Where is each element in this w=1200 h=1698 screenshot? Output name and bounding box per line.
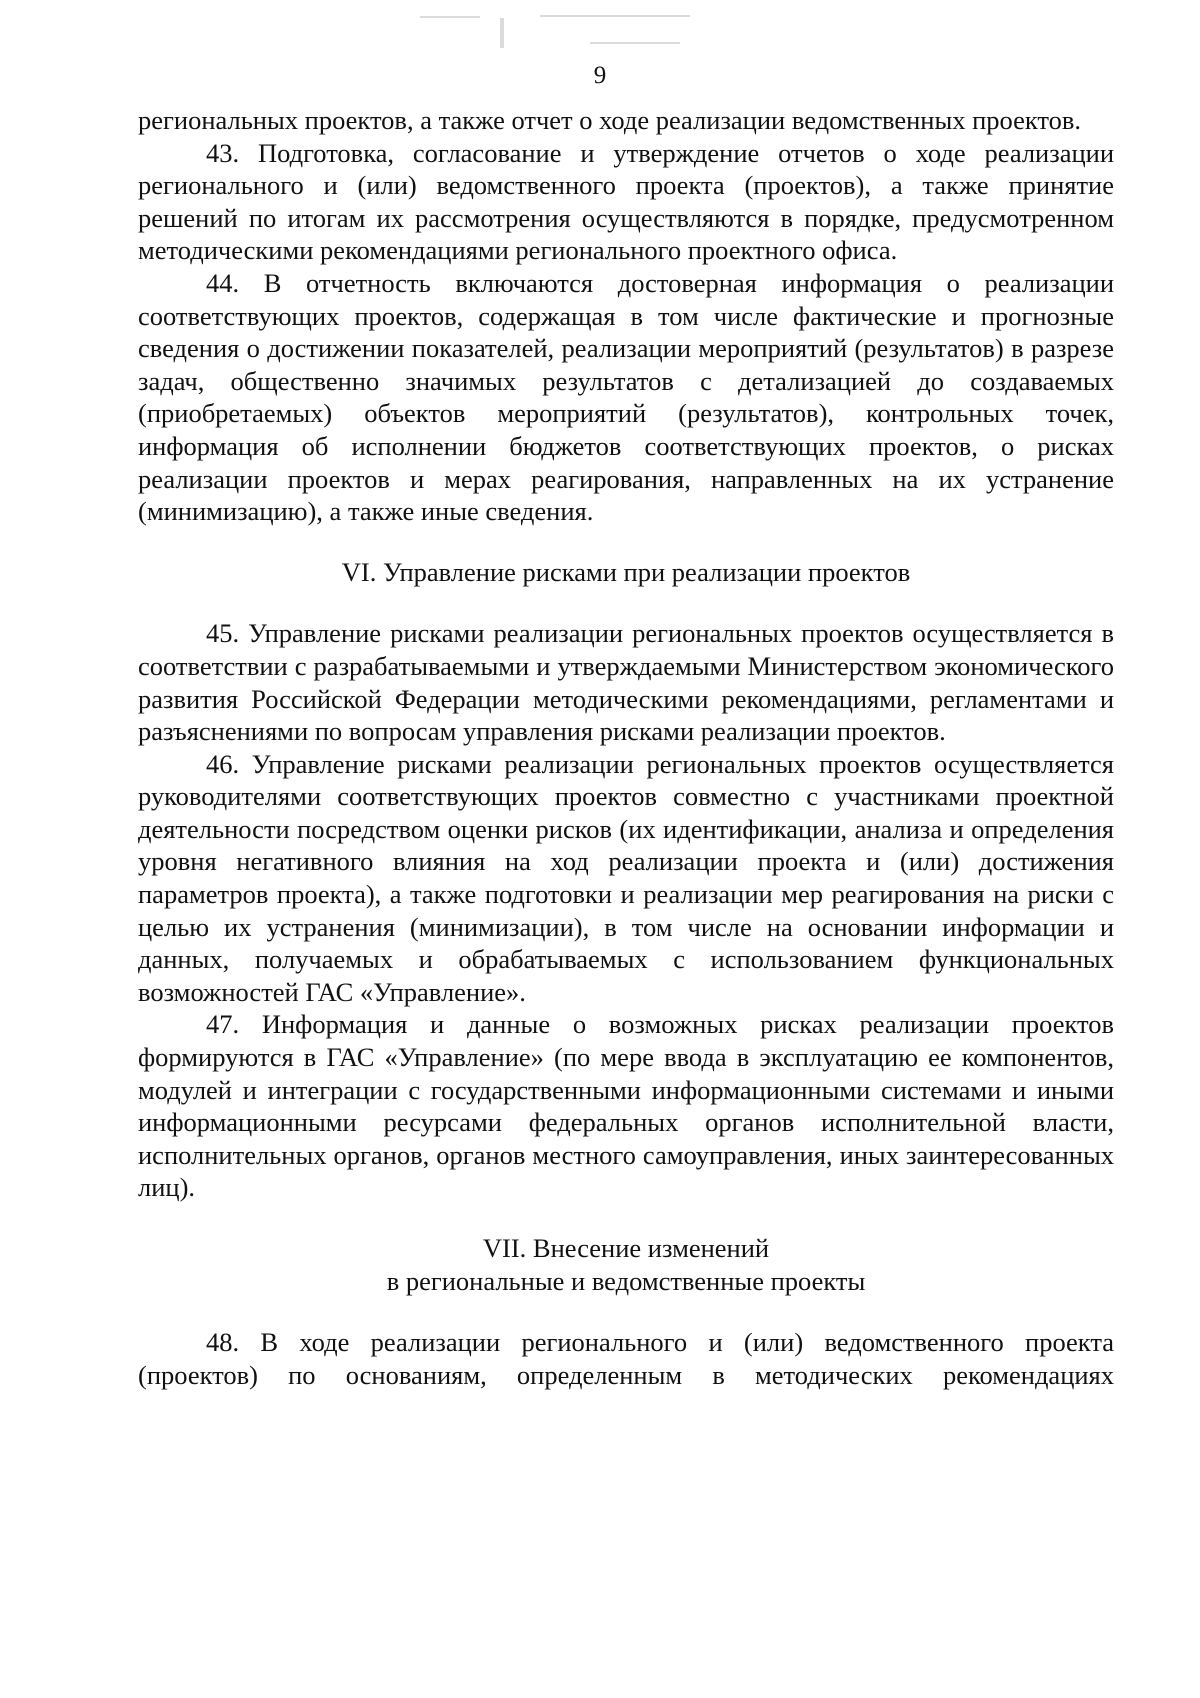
paragraph-item-48: 48. В ходе реализации регионального и (или) ведомственного проекта (проектов) по основаниям, определенным в методических рекомендациях [138,1327,1114,1390]
paragraph-item-46: 46. Управление рисками реализации региональных проектов осуществляется руководителями соответствующих проектов совместно с участниками проектной деятельности посредством оценки рисков (их идентификации, анализа и определения уровня негативного влияния на ход реализации проекта и (или) достижения параметров проекта), а также подготовки и реализации мер реагирования на риски с целью их устранения (минимизации), в том числе на основании информации и данных, получаемых и обрабатываемых с использованием функциональных возможностей ГАС «Управление». [138,748,1114,1007]
paragraph-item-47: 47. Информация и данные о возможных рисках реализации проектов формируются в ГАС «Управление» (по мере ввода в эксплуатацию ее компонентов, модулей и интеграции с государственными информационными системами и иными информационными ресурсами федеральных органов исполнительной власти, исполнительных органов, органов местного самоуправления, иных заинтересованных лиц). [138,1009,1114,1203]
section-heading-vii-line1: VII. Внесение изменений [482,1233,770,1263]
paragraph-item-43: 43. Подготовка, согласование и утверждение отчетов о ходе реализации регионального и (или) ведомственного проекта (проектов), а также принятие решений по итогам их рассмотрения осуществляются в порядке, предусмотренном методическими рекомендациями регионального проектного офиса. [138,137,1114,266]
section-heading-vii-line2: в региональные и ведомственные проекты [386,1265,866,1296]
paragraph-item-45: 45. Управление рисками реализации региональных проектов осуществляется в соответствии с разрабатываемыми и утверждаемыми Министерством экономического развития Российской Федерации методическими рекомендациями, регламентами и разъяснениями по вопросам управления рисками реализации проектов. [138,618,1114,747]
document-body [138,104,1114,1391]
scan-artifact [420,6,740,54]
paragraph-continuation: региональных проектов, а также отчет о ходе реализации ведомственных проектов. [138,105,1082,135]
paragraph-item-44: 44. В отчетность включаются достоверная информация о реализации соответствующих проектов, содержащая в том числе фактические и прогнозные сведения о достижении показателей, реализации мероприятий (результатов) в разрезе задач, общественно значимых результатов с детализацией до создаваемых (приобретаемых) объектов мероприятий (результатов), контрольных точек, информация об исполнении бюджетов соответствующих проектов, о рисках реализации проектов и мерах реагирования, направленных на их устранение (минимизацию), а также иные сведения. [138,267,1114,527]
section-heading-vi: VI. Управление рисками при реализации проектов [341,556,911,587]
page-number: 9 [593,62,607,89]
